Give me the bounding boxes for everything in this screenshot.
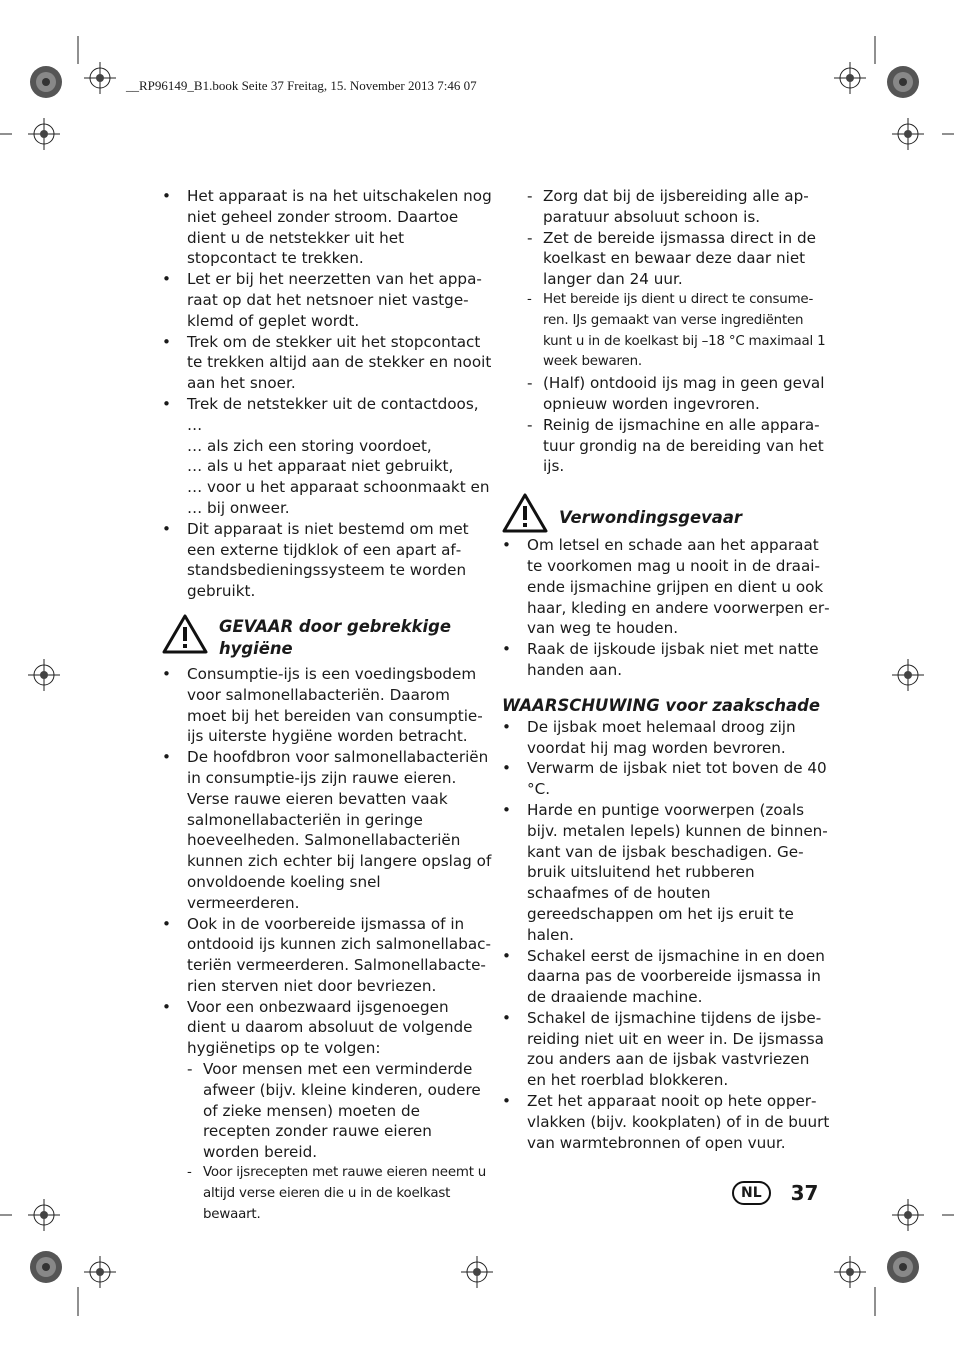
language-badge: NL (732, 1181, 771, 1205)
condition-line: … voor u het apparaat schoonmaakt en (187, 478, 490, 497)
plug-conditions (162, 436, 492, 519)
list-item: - Zet de bereide ijsmassa direct in de koelkast en bewaar deze daar niet langer dan 24 uur. (527, 228, 832, 290)
page-footer (732, 1181, 818, 1205)
list-item: • Om letsel en schade aan het apparaat te voorkomen mag u nooit in de draaiende ijsmachine grijpen en dient u ook haar, kleding en andere voorwerpen ervan weg te houden. (502, 535, 832, 639)
condition-line: … als zich een storing voordoet, (187, 436, 432, 455)
list-item: • Schakel eerst de ijsmachine in en doen daarna pas de voorbereide ijsmassa in de draaiende machine. (502, 946, 832, 1008)
warning-title: Verwondingsgevaar (559, 508, 743, 528)
left-column (162, 186, 492, 1225)
safety-bullets-2 (162, 519, 492, 602)
page-number: 37 (790, 1181, 819, 1205)
hygiene-tips (187, 1059, 492, 1225)
list-item: • Voor een onbezwaard ijsgenoegen dient u daarom absoluut de volgende hygiënetips op te volgen: (162, 997, 492, 1059)
list-item: - Reinig de ijsmachine en alle apparatuur grondig na de bereiding van het ijs. (527, 415, 832, 477)
list-item: • Schakel de ijsmachine tijdens de ijsbereiding niet uit en weer in. De ijsmassa zou anders aan de ijsbak vastvriezen en het roerblad blokkeren. (502, 1008, 832, 1091)
list-item: • Dit apparaat is niet bestemd om met een externe tijdklok of een apart afstandsbedieningssysteem te worden gebruikt. (162, 519, 492, 602)
list-item: • Verwarm de ijsbak niet tot boven de 40 °C. (502, 758, 832, 800)
list-item: • De hoofdbron voor salmonellabacteriën in consumptie-ijs zijn rauwe eieren. Verse rauwe eieren bevatten vaak salmonellabacteriën in geringe hoeveelheden. Salmonellabacteriën kunnen zich echter bij langere opslag of onvoldoende koeling snel vermeerderen. (162, 747, 492, 913)
list-item: • De ijsbak moet helemaal droog zijn voordat hij mag worden bevroren. (502, 717, 832, 759)
list-item: - Voor ijsrecepten met rauwe eieren neemt u altijd verse eieren die u in de koelkast bewaart. (187, 1163, 492, 1225)
warning-triangle-icon (162, 614, 208, 654)
list-item: • Trek de netstekker uit de contactdoos, … (162, 394, 492, 436)
list-item: • Ook in de voorbereide ijsmassa of in ontdooid ijs kunnen zich salmonellabacteriën vermeerderen. Salmonellabacterien sterven niet door bevriezen. (162, 914, 492, 997)
list-item: - Zorg dat bij de ijsbereiding alle apparatuur absoluut schoon is. (527, 186, 832, 228)
list-item: • Consumptie-ijs is een voedingsbodem voor salmonellabacteriën. Daarom moet bij het bereiden van consumptie-ijs uiterste hygiëne worden betracht. (162, 664, 492, 747)
condition-line: … bij onweer. (187, 498, 290, 517)
print-header: __RP96149_B1.book Seite 37 Freitag, 15. November 2013 7:46 07 (126, 78, 477, 93)
warning-triangle-icon (502, 493, 548, 533)
hygiene-warning-heading (162, 612, 492, 664)
damage-bullets (502, 717, 832, 1154)
right-column (502, 186, 832, 1153)
damage-warning-title: WAARSCHUWING voor zaakschade (502, 695, 821, 715)
injury-bullets (502, 535, 832, 681)
list-item: • Het apparaat is na het uitschakelen nog niet geheel zonder stroom. Daartoe dient u de netstekker uit het stopcontact te trekken. (162, 186, 492, 269)
list-item: - (Half) ontdooid ijs mag in geen geval opnieuw worden ingevroren. (527, 373, 832, 415)
list-item: - Voor mensen met een verminderde afweer (bijv. kleine kinderen, oudere of zieke mensen) moeten de recepten zonder rauwe eieren worden bereid. (187, 1059, 492, 1163)
list-item: • Raak de ijskoude ijsbak niet met natte handen aan. (502, 639, 832, 681)
injury-warning-heading (502, 499, 832, 535)
hygiene-bullets (162, 664, 492, 1059)
warning-title: GEVAAR door gebrekkige hygiëne (219, 616, 452, 658)
hygiene-tips-continued (527, 186, 832, 477)
safety-bullets (162, 186, 492, 436)
list-item: - Het bereide ijs dient u direct te consumeren. IJs gemaakt van verse ingrediënten kunt u in de koelkast bij –18 °C maximaal 1 week bewaren. (527, 290, 832, 373)
condition-line: … als u het apparaat niet gebruikt, (187, 457, 454, 476)
list-item: • Trek om de stekker uit het stopcontact te trekken altijd aan de stekker en nooit aan het snoer. (162, 332, 492, 394)
list-item: • Harde en puntige voorwerpen (zoals bijv. metalen lepels) kunnen de binnenkant van de ijsbak beschadigen. Gebruik uitsluitend het rubberen schaafmes of de houten gereedschappen om het ijs eruit te halen. (502, 800, 832, 946)
list-item: • Let er bij het neerzetten van het apparaat op dat het netsnoer niet vastgeklemd of geplet wordt. (162, 269, 492, 331)
list-item: • Zet het apparaat nooit op hete oppervlakken (bijv. kookplaten) of in de buurt van warmtebronnen of open vuur. (502, 1091, 832, 1153)
